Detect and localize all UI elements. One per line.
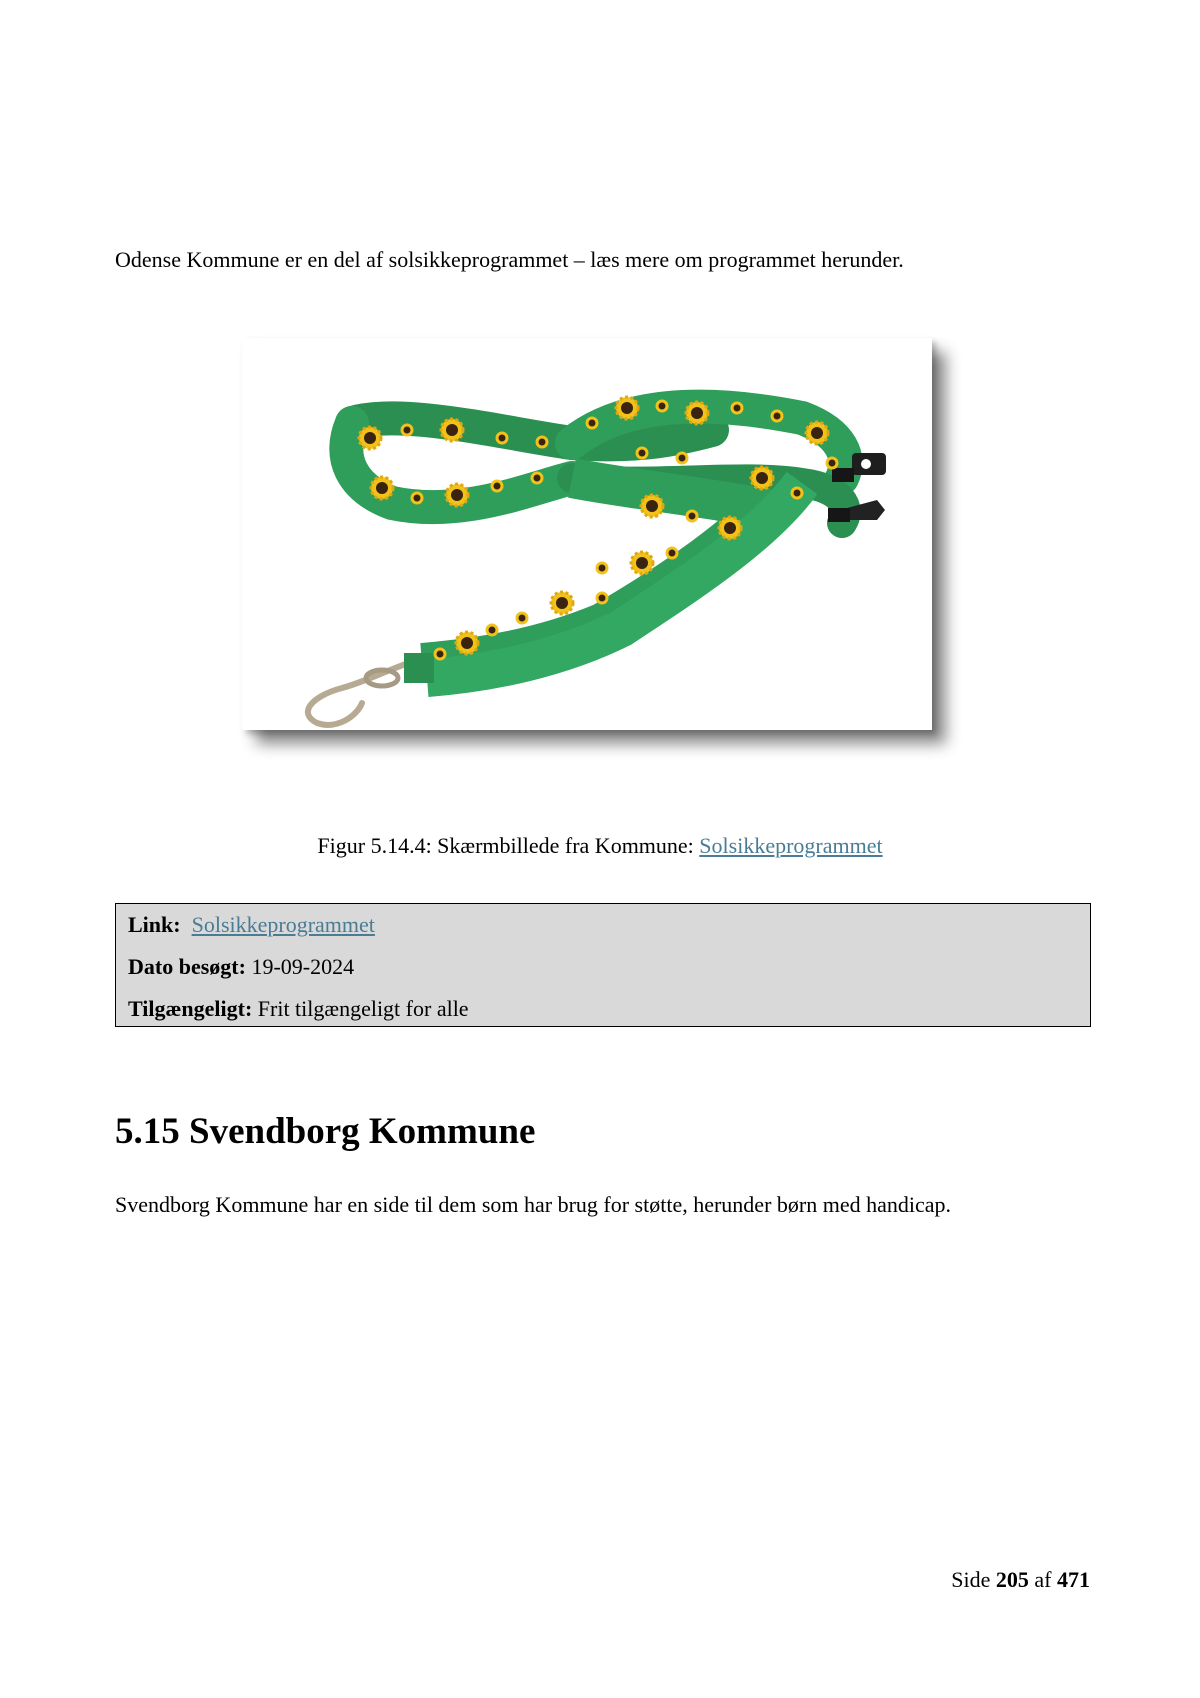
caption-text: Figur 5.14.4: Skærmbillede fra Kommune: (317, 833, 700, 858)
info-date-row (128, 952, 354, 982)
info-access-label: Tilgængeligt: (128, 996, 253, 1021)
figure-caption (0, 831, 1200, 861)
page-number-footer (951, 1565, 1090, 1595)
footer-prefix: Side (951, 1567, 991, 1592)
section-paragraph: Svendborg Kommune har en side til dem som har brug for støtte, herunder børn med handicap. (115, 1192, 952, 1217)
source-info-box (115, 903, 1091, 1027)
caption-link[interactable]: Solsikkeprogrammet (699, 833, 883, 858)
info-access-row (128, 994, 469, 1024)
sunflower-lanyard-image (242, 338, 932, 730)
info-date-label: Dato besøgt: (128, 954, 246, 979)
section-heading: 5.15 Svendborg Kommune (115, 1111, 536, 1152)
footer-total: 471 (1057, 1567, 1090, 1592)
info-access-value: Frit tilgængeligt for alle (257, 996, 469, 1021)
footer-separator: af (1034, 1567, 1052, 1592)
intro-paragraph: Odense Kommune er en del af solsikkeprogrammet – læs mere om programmet herunder. (115, 247, 904, 272)
sunflower-lanyard-figure (242, 338, 932, 730)
footer-page: 205 (995, 1567, 1029, 1592)
info-date-value: 19-09-2024 (251, 954, 355, 979)
info-link-row (128, 910, 375, 940)
info-link[interactable]: Solsikkeprogrammet (191, 912, 375, 937)
info-link-label: Link: (128, 912, 181, 937)
